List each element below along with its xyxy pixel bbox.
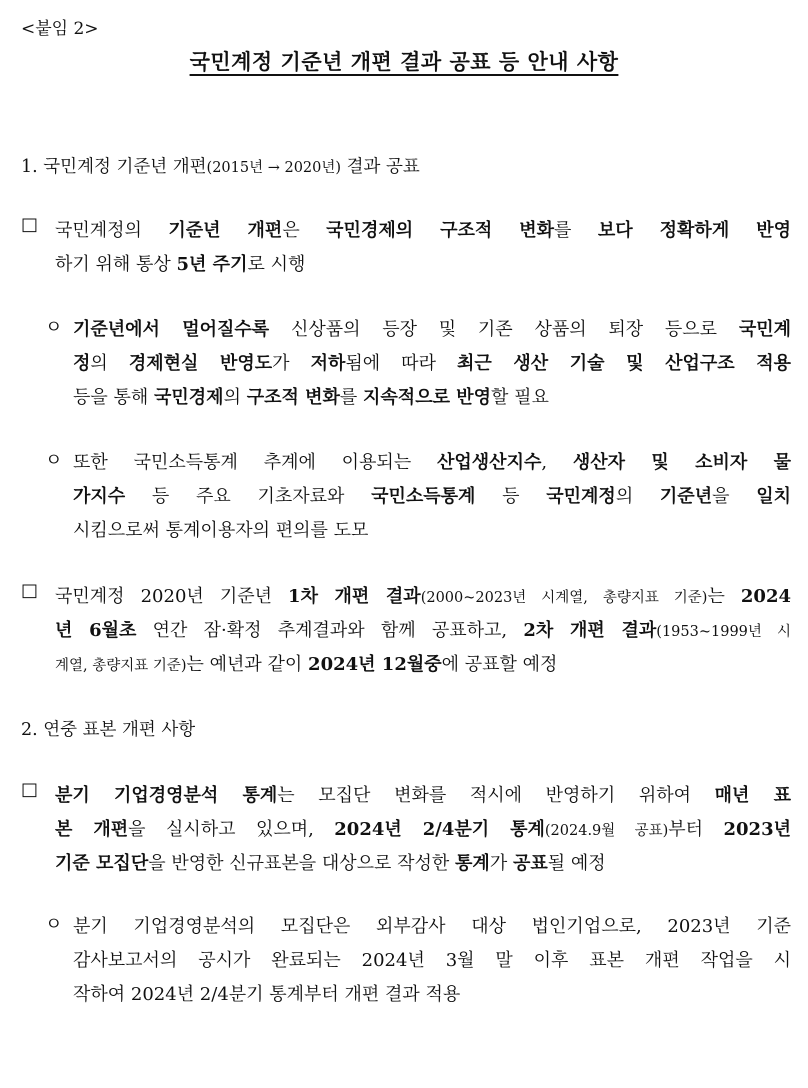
paragraph-line	[55, 779, 791, 813]
text-run: 을 반영한 신규표본을 대상으로 작성한	[148, 853, 456, 874]
text-run: 신상품의 등장 및 기존 상품의 퇴장 등으로	[269, 319, 739, 340]
paragraph-distance-from-base-year	[21, 313, 791, 415]
bold-text-run: 2024년 12월중	[308, 654, 442, 675]
bold-text-run: 분기 기업경영분석 통계	[55, 785, 278, 806]
text-run: 감사보고서의 공시가 완료되는 2024년 3월 말 이후 표본 개편 작업을 시	[73, 950, 791, 971]
text-run: ,	[541, 452, 573, 473]
square-bullet-icon: □	[21, 580, 39, 601]
bold-text-run: 구조적 변화	[246, 387, 340, 408]
square-bullet-icon: □	[21, 214, 39, 235]
text-run: 는	[707, 586, 741, 607]
text-run: 연간 잠·확정 추계결과와 함께 공표하고,	[136, 620, 524, 641]
section-2-heading: 2. 연중 표본 개편 사항	[21, 720, 196, 740]
text-run: 등	[475, 486, 547, 507]
bold-text-run: 국민경제	[154, 387, 224, 408]
section-1-heading-main: 1. 국민계정 기준년 개편	[21, 157, 207, 177]
text-run: 가	[272, 353, 311, 374]
text-run: 또한 국민소득통계 추계에 이용되는	[73, 452, 438, 473]
bold-text-run: 보다 정확하게 반영	[597, 220, 791, 241]
section-1-heading-period: (2015년 → 2020년)	[206, 160, 342, 176]
text-run: 를	[554, 220, 598, 241]
text-run: 등을 통해	[73, 387, 154, 408]
paragraph-line	[73, 347, 791, 381]
paragraph-line	[73, 446, 791, 480]
bold-text-run: 산업생산지수	[437, 452, 542, 473]
bold-text-run: 최근 생산 기술 및 산업구조 적용	[457, 353, 791, 374]
bold-text-run: 기준년 개편	[168, 220, 283, 241]
small-text-run: (2000~2023년 시계열, 총량지표 기준)	[420, 590, 708, 606]
text-run: 할 필요	[491, 387, 549, 408]
small-text-run: (2024.9월 공표)	[544, 823, 669, 839]
text-run: 시킴으로써 통계이용자의 편의를 도모	[73, 520, 369, 541]
paragraph-line	[55, 648, 791, 682]
text-run: 를	[339, 387, 364, 408]
text-run: 의	[223, 387, 247, 408]
text-run: 작하여 2024년 2/4분기 통계부터 개편 결과 적용	[73, 984, 461, 1005]
paragraph-base-year-alignment	[21, 446, 791, 548]
text-run: 로 시행	[247, 254, 306, 275]
text-run: 국민계정의	[55, 220, 169, 241]
circle-bullet-icon: ㅇ	[45, 450, 63, 471]
bold-text-run: 국민계정	[546, 486, 616, 507]
bold-text-run: 정	[73, 353, 91, 374]
square-bullet-icon: □	[21, 779, 39, 800]
text-run: 분기 기업경영분석의 모집단은 외부감사 대상 법인기업으로, 2023년 기준	[73, 916, 791, 937]
section-1-heading	[21, 153, 420, 178]
document-title: 국민계정 기준년 개편 결과 공표 등 안내 사항	[189, 49, 619, 74]
text-run: 은	[282, 220, 327, 241]
bold-text-run: 일치	[756, 486, 791, 507]
bold-text-run: 공표	[512, 853, 548, 874]
bold-text-run: 2차 개편 결과	[523, 620, 657, 641]
paragraph-line	[73, 910, 791, 944]
bold-text-run: 기준년	[659, 486, 713, 507]
circle-bullet-icon: ㅇ	[45, 317, 63, 338]
bold-text-run: 년 6월초	[55, 620, 137, 641]
attachment-label: <붙임 2>	[21, 19, 99, 39]
bold-text-run: 1차 개편 결과	[288, 586, 421, 607]
paragraph-line	[73, 514, 791, 548]
bold-text-run: 생산자 및 소비자 물	[572, 452, 792, 473]
bold-text-run: 지속적으로 반영	[363, 387, 492, 408]
paragraph-line	[55, 214, 791, 248]
bold-text-run: 2024년 2/4분기 통계	[334, 819, 545, 840]
bold-text-run: 국민소득통계	[371, 486, 476, 507]
paragraph-line	[55, 847, 791, 881]
small-text-run: 계열, 총량지표 기준)	[55, 658, 187, 674]
text-run: 는 예년과 같이	[186, 654, 309, 675]
bold-text-run: 기준년에서 멀어질수록	[73, 319, 270, 340]
text-run: 을	[712, 486, 757, 507]
paragraph-population-definition	[21, 910, 791, 1012]
bold-text-run: 5년 주기	[176, 254, 248, 275]
paragraph-line	[73, 944, 791, 978]
bold-text-run: 2023년	[723, 819, 791, 840]
paragraph-rebasing-purpose	[21, 214, 791, 282]
bold-text-run: 매년 표	[714, 785, 791, 806]
bold-text-run: 가지수	[73, 486, 126, 507]
text-run: 됨에 따라	[345, 353, 457, 374]
text-run: 국민계정 2020년 기준년	[55, 586, 289, 607]
paragraph-line	[55, 614, 791, 648]
text-run: 에 공표할 예정	[441, 654, 558, 675]
paragraph-line	[55, 813, 791, 847]
bold-text-run: 통계	[455, 853, 490, 874]
paragraph-line	[73, 480, 791, 514]
bold-text-run: 경제현실 반영도	[128, 353, 273, 374]
bold-text-run: 2024	[740, 586, 791, 607]
paragraph-release-schedule	[21, 580, 791, 682]
bold-text-run: 국민계	[738, 319, 791, 340]
text-run: 부터	[668, 819, 724, 840]
text-run: 의	[90, 353, 129, 374]
text-run: 을 실시하고 있으며,	[128, 819, 335, 840]
text-run: 하기 위해 통상	[55, 254, 177, 275]
bold-text-run: 본 개편	[55, 819, 129, 840]
small-text-run: (1953~1999년 시	[656, 624, 791, 640]
paragraph-line	[73, 381, 791, 415]
circle-bullet-icon: ㅇ	[45, 914, 63, 935]
bold-text-run: 저하	[310, 353, 346, 374]
paragraph-line	[73, 313, 791, 347]
text-run: 가	[489, 853, 513, 874]
paragraph-line	[73, 978, 791, 1012]
text-run: 의	[615, 486, 660, 507]
text-run: 될 예정	[547, 853, 606, 874]
paragraph-line	[55, 580, 791, 614]
bold-text-run: 기준 모집단	[55, 853, 149, 874]
text-run: 등 주요 기초자료와	[125, 486, 372, 507]
paragraph-sample-revision	[21, 779, 791, 881]
text-run: 는 모집단 변화를 적시에 반영하기 위하여	[277, 785, 715, 806]
paragraph-line	[55, 248, 791, 282]
section-1-heading-tail: 결과 공표	[341, 157, 420, 177]
bold-text-run: 국민경제의 구조적 변화	[326, 220, 555, 241]
